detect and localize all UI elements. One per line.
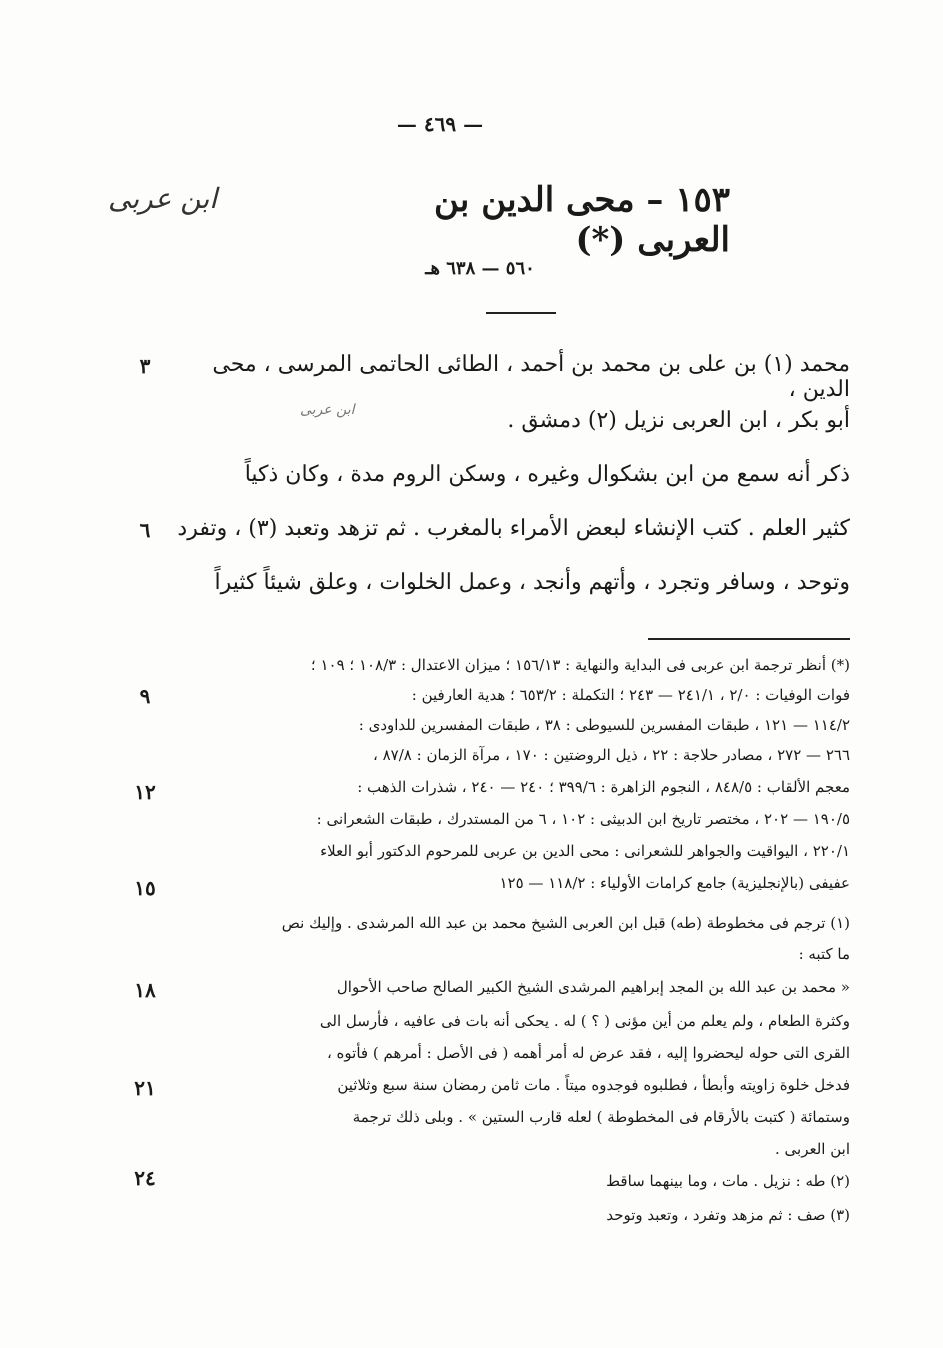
line-number: ١٥ xyxy=(134,876,156,900)
body-line-4: كثير العلم . كتب الإنشاء لبعض الأمراء بالمغرب . ثم تزهد وتعبد (٣) ، وتفرد xyxy=(177,516,850,541)
entry-dates: ٥٦٠ — ٦٣٨ هـ xyxy=(425,258,535,279)
title-divider xyxy=(486,312,556,314)
footnote-line: ٢٦٦ — ٢٧٢ ، مصادر حلاجة : ٢٢ ، ذيل الروضتين : ١٧٠ ، مرآة الزمان : ٨٧/٨ ، xyxy=(373,746,850,764)
footnote-line: فوات الوفيات : ٢/٠ ، ٢٤١/١ — ٢٤٣ ؛ التكملة : ٦٥٣/٢ ؛ هدية العارفين : xyxy=(411,686,850,704)
footnote-line: وكثرة الطعام ، ولم يعلم من أين مؤنى ( ؟ ) له . يحكى أنه بات فى عافيه ، فأرسل الى xyxy=(319,1012,850,1030)
footnote-line: (*) أنظر ترجمة ابن عربى فى البداية والنهاية : ١٥٦/١٣ ؛ ميزان الاعتدال : ١٠٨/٣ ؛ ١٠٩ ؛ xyxy=(310,656,850,674)
handwritten-margin-note: ابن عربى xyxy=(108,182,218,215)
handwritten-inline-note: ابن عربى xyxy=(300,402,355,418)
line-number: ١٢ xyxy=(134,780,156,804)
line-number: ١٨ xyxy=(134,978,156,1002)
footnote-line: القرى التى حوله ليحضروا إليه ، فقد عرض له أمر أهمه ( فى الأصل : أمرهم ) فأتوه ، xyxy=(326,1044,850,1062)
line-number: ٣ xyxy=(139,354,151,378)
footnote-line: معجم الألقاب : ٨٤٨/٥ ، النجوم الزاهرة : ٣٩٩/٦ ؛ ٢٤٠ — ٢٤٠ ، شذرات الذهب : xyxy=(357,778,850,796)
page-number: — ٤٦٩ — xyxy=(396,112,484,136)
footnote-line: عفيفى (بالإنجليزية) جامع كرامات الأولياء : ١١٨/٢ — ١٢٥ xyxy=(499,874,850,892)
line-number: ٢٤ xyxy=(134,1166,156,1190)
footnote-line: « محمد بن عبد الله بن المجد إبراهيم المرشدى الشيخ الكبير الصالح صاحب الأحوال xyxy=(336,978,850,996)
entry-title: ١٥٣ – محى الدين بن العربى (*) xyxy=(434,180,730,260)
line-number: ٢١ xyxy=(134,1076,156,1100)
footnote-line: ما كتبه : xyxy=(798,945,850,963)
footnote-divider xyxy=(648,638,850,640)
footnote-line: وستمائة ( كتبت بالأرقام فى المخطوطة ) لعله قارب الستين » . وبلى ذلك ترجمة xyxy=(352,1108,850,1126)
footnote-line: ٢٢٠/١ ، اليواقيت والجواهر للشعرانى : محى الدين بن عربى للمرحوم الدكتور أبو العلاء xyxy=(320,842,850,860)
body-line-2: أبو بكر ، ابن العربى نزيل (٢) دمشق . xyxy=(507,408,850,433)
footnote-line: (١) ترجم فى مخطوطة (طه) قبل ابن العربى الشيخ محمد بن عبد الله المرشدى . وإليك نص xyxy=(281,914,850,932)
footnote-line: (٣) صف : ثم مزهد وتفرد ، وتعبد وتوحد xyxy=(606,1206,850,1224)
footnote-line: (٢) طه : نزيل . مات ، وما بينهما ساقط xyxy=(606,1172,850,1190)
footnote-line: ١٩٠/٥ — ٢٠٢ ، مختصر تاريخ ابن الدبيثى : ١٠٢ ، ٦ من المستدرك ، طبقات الشعرانى : xyxy=(316,810,850,828)
body-line-5: وتوحد ، وسافر وتجرد ، وأتهم وأنجد ، وعمل الخلوات ، وعلق شيئاً كثيراً xyxy=(214,570,850,595)
footnote-line: ١١٤/٢ — ١٢١ ، طبقات المفسرين للسيوطى : ٣٨ ، طبقات المفسرين للداودى : xyxy=(358,716,850,734)
body-line-3: ذكر أنه سمع من ابن بشكوال وغيره ، وسكن الروم مدة ، وكان ذكياً xyxy=(244,462,850,487)
footnote-line: ابن العربى . xyxy=(775,1140,850,1158)
footnote-line: فدخل خلوة زاويته وأبطأ ، فطلبوه فوجدوه ميتاً . مات ثامن رمضان سنة سبع وثلاثين xyxy=(337,1076,850,1094)
body-line-1: محمد (١) بن على بن محمد بن أحمد ، الطائى الحاتمى المرسى ، محى الدين ، xyxy=(212,352,850,402)
line-number: ٩ xyxy=(139,684,151,708)
line-number: ٦ xyxy=(139,518,151,542)
